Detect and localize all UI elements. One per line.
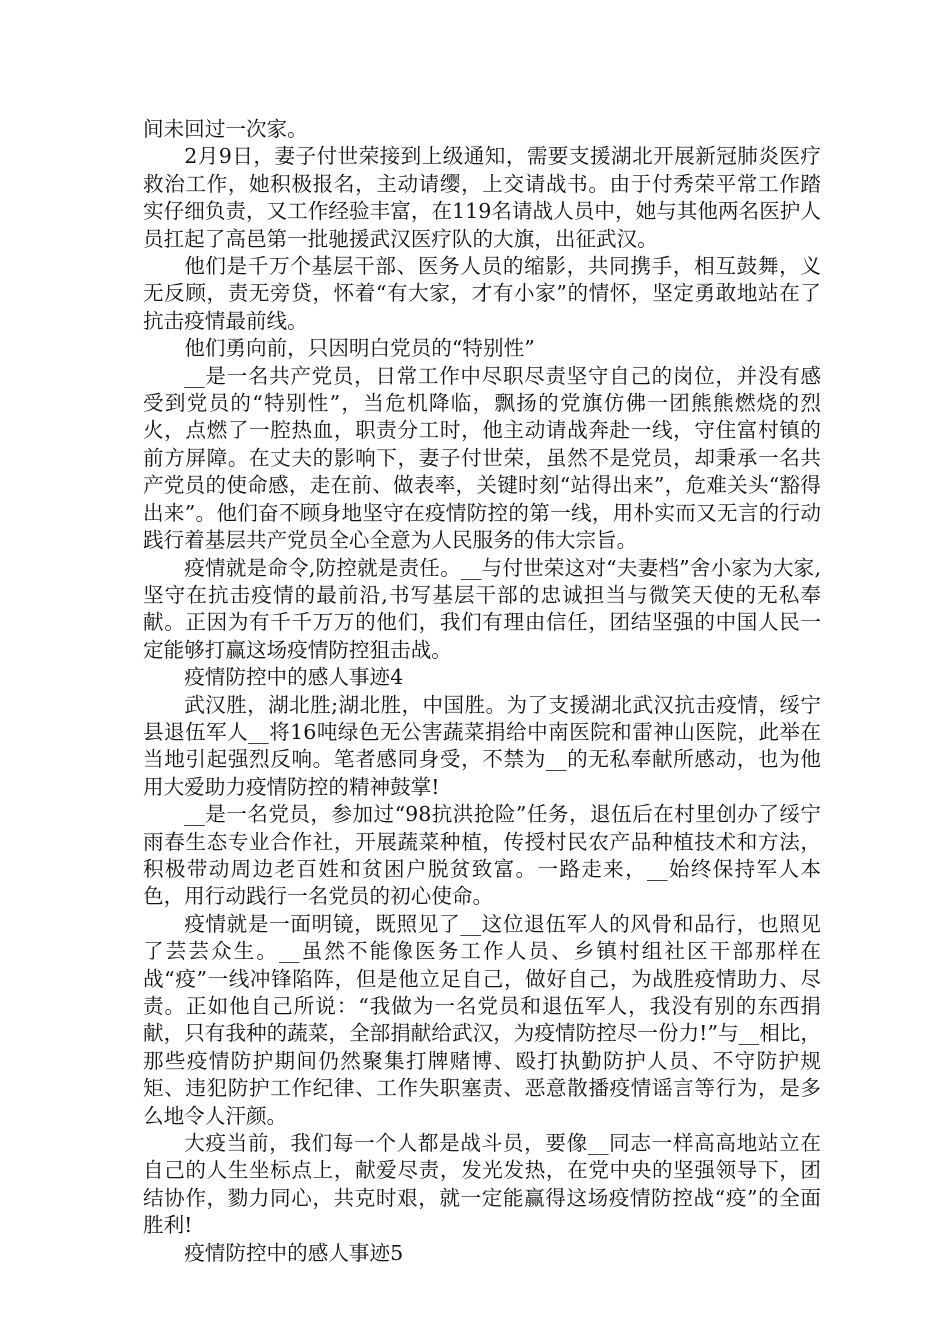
section-heading: 他们勇向前，只因明白党员的“特别性” [184,336,535,361]
paragraph: 大疫当前，我们每一个人都是战斗员，要像__同志一样高高地站立在自己的人生坐标点上，献爱尽责，发光发热，在党中央的坚强领导下，团结协作，勠力同心，共克时艰，就一定能赢得这场疫情防控战“疫”的全面胜利! [143,1131,821,1238]
paragraph: 间未回过一次家。 [143,117,308,141]
paragraph: 疫情就是命令,防控就是责任。__与付世荣这对“夫妻档”舍小家为大家,坚守在抗击疫情的最前沿,书写基层干部的忠诚担当与微笑天使的无私奉献。正因为有千千万万的他们，我们有理由信任，团结坚强的中国人民一定能够打赢这场疫情防控狙击战。 [143,555,821,662]
paragraph: __是一名党员，参加过“98抗洪抢险”任务，退伍后在村里创办了绥宁雨春生态专业合作社，开展蔬菜种植，传授村民农产品种植技术和方法，积极带动周边老百姓和贫困户脱贫致富。一路走来，__始终保持军人本色，用行动践行一名党员的初心使命。 [143,802,821,909]
paragraph: 2月9日，妻子付世荣接到上级通知，需要支援湖北开展新冠肺炎医疗救治工作，她积极报名，主动请缨，上交请战书。由于付秀荣平常工作踏实仔细负责，又工作经验丰富，在119名请战人员中，她与其他两名医护人员扛起了高邑第一批驰援武汉医疗队的大旗，出征武汉。 [143,144,821,251]
paragraph: 武汉胜，湖北胜;湖北胜，中国胜。为了支援湖北武汉抗击疫情，绥宁县退伍军人__将16吨绿色无公害蔬菜捐给中南医院和雷神山医院，此举在当地引起强烈反响。笔者感同身受，不禁为__的无私奉献所感动，也为他用大爱助力疫情防控的精神鼓掌! [143,692,821,799]
section-heading: 疫情防控中的感人事迹4 [184,665,404,690]
section-heading: 疫情防控中的感人事迹5 [184,1240,404,1265]
document-body [143,116,821,1267]
paragraph: 疫情就是一面明镜，既照见了__这位退伍军人的风骨和品行，也照见了芸芸众生。__虽然不能像医务工作人员、乡镇村组社区干部那样在战“疫”一线冲锋陷阵，但是他立足自己，做好自己，为战胜疫情助力、尽责。正如他自己所说：“我做为一名党员和退伍军人，我没有别的东西捐献，只有我种的蔬菜，全部捐献给武汉，为疫情防控尽一份力!”与__相比，那些疫情防护期间仍然聚集打牌赌博、殴打执勤防护人员、不守防护规矩、违犯防护工作纪律、工作失职塞责、恶意散播疫情谣言等行为，是多么地令人汗颜。 [143,911,821,1128]
paragraph: __是一名共产党员，日常工作中尽职尽责坚守自己的岗位，并没有感受到党员的“特别性”，当危机降临，飘扬的党旗仿佛一团熊熊燃烧的烈火，点燃了一腔热血，职责分工时，他主动请战奔赴一线，守住富村镇的前方屏障。在丈夫的影响下，妻子付世荣，虽然不是党员，却秉承一名共产党员的使命感，走在前、做表率，关键时刻“站得出来”，危难关头“豁得出来”。他们奋不顾身地坚守在疫情防控的第一线，用朴实而又无言的行动践行着基层共产党员全心全意为人民服务的伟大宗旨。 [143,363,821,553]
paragraph: 他们是千万个基层干部、医务人员的缩影，共同携手，相互鼓舞，义无反顾，责无旁贷，怀着“有大家，才有小家”的情怀，坚定勇敢地站在了抗击疫情最前线。 [143,254,821,333]
